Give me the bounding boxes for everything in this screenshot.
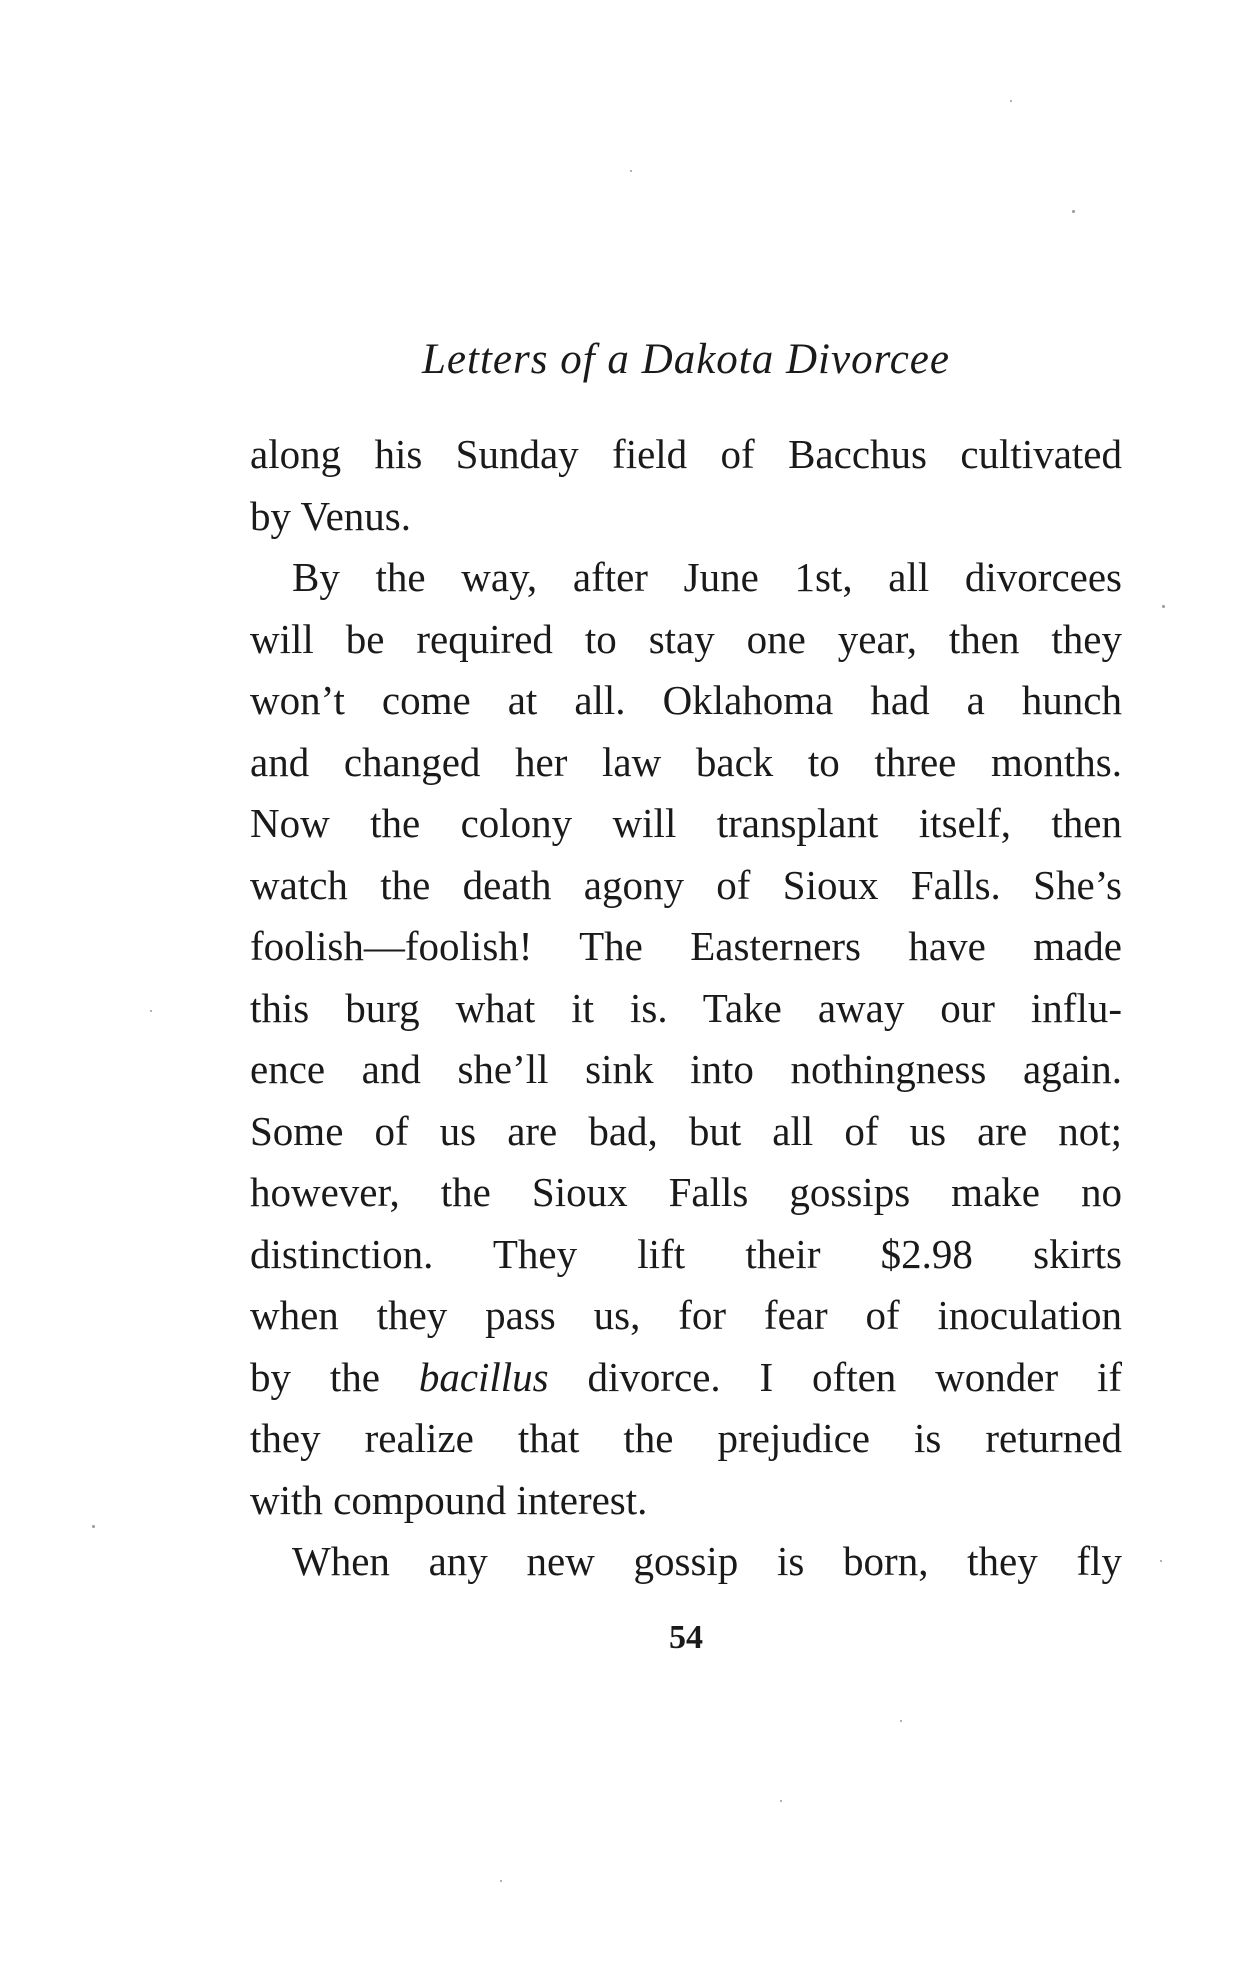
text-line: they realize that the prejudice is returned [250, 1415, 1122, 1461]
paper-speck [900, 1720, 902, 1722]
paper-speck [150, 1010, 152, 1012]
text-line: Now the colony will transplant itself, then [250, 800, 1122, 846]
italic-word: bacillus [418, 1353, 549, 1400]
text-fragment: by the [250, 1353, 419, 1400]
paper-speck [1010, 100, 1012, 102]
paper-speck [1162, 605, 1165, 608]
body-text [250, 424, 1122, 1593]
text-line: won’t come at all. Oklahoma had a hunch [250, 677, 1122, 723]
page-number: 54 [669, 1619, 703, 1656]
text-line-with-italic [250, 1347, 1122, 1409]
text-line: distinction. They lift their $2.98 skirts [250, 1230, 1122, 1277]
text-line: will be required to stay one year, then they [250, 615, 1122, 662]
text-line: this burg what it is. Take away our influ- [250, 984, 1122, 1031]
text-line: ence and she’ll sink into nothingness again. [250, 1046, 1122, 1092]
text-line: and changed her law back to three months. [250, 738, 1122, 785]
paper-speck [1160, 1560, 1162, 1562]
paper-speck [630, 170, 632, 172]
paper-speck [500, 1880, 502, 1882]
text-line: when they pass us, for fear of inoculation [250, 1292, 1122, 1338]
paper-speck [780, 1800, 782, 1802]
text-line: by Venus. [250, 492, 411, 539]
text-line: Some of us are bad, but all of us are not; [250, 1107, 1122, 1154]
text-line: watch the death agony of Sioux Falls. She’s [250, 861, 1122, 908]
text-line: however, the Sioux Falls gossips make no [250, 1169, 1122, 1215]
running-head: Letters of a Dakota Divorcee [422, 336, 950, 383]
paper-speck [92, 1525, 95, 1528]
paragraph-start-line: By the way, after June 1st, all divorcees [292, 554, 1122, 600]
text-line: with compound interest. [250, 1476, 648, 1523]
paper-speck [1072, 210, 1075, 213]
text-line: along his Sunday field of Bacchus cultivated [250, 431, 1122, 477]
paragraph-start-line: When any new gossip is born, they fly [292, 1538, 1122, 1584]
text-line: foolish—foolish! The Easterners have made [250, 923, 1122, 969]
text-fragment: divorce. I often wonder if [548, 1353, 1123, 1400]
